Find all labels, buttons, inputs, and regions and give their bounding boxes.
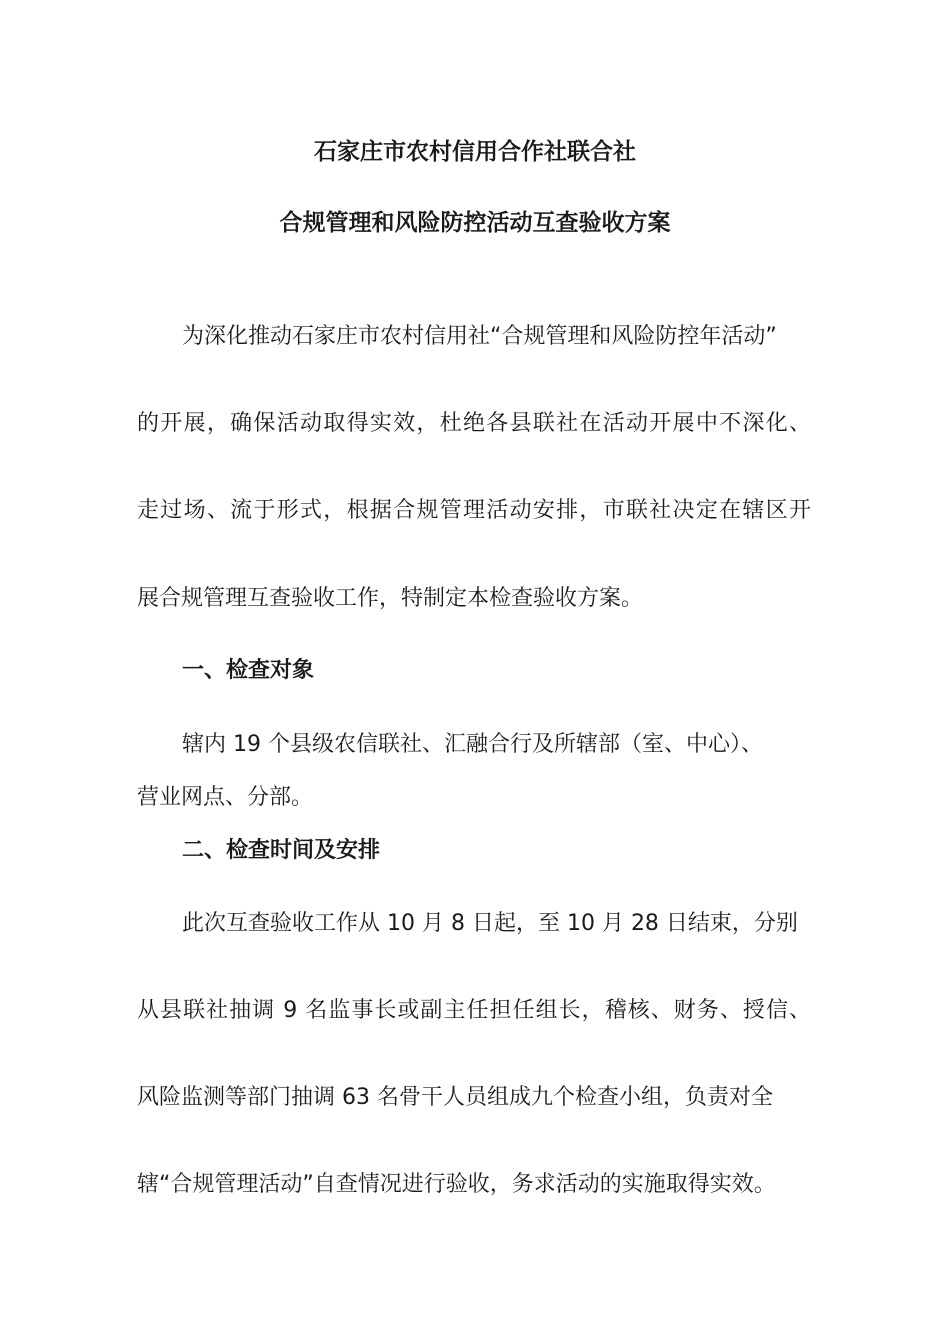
- document-title-line-2: 合规管理和风险防控活动互查验收方案: [279, 210, 671, 236]
- section1-line-1: 辖内 19 个县级农信联社、汇融合行及所辖部（室、中心）、: [182, 732, 763, 757]
- section2-line-4: 辖“合规管理活动”自查情况进行验收，务求活动的实施取得实效。: [137, 1172, 776, 1197]
- section1-line-2: 营业网点、分部。: [137, 785, 314, 810]
- section2-line-1: 此次互查验收工作从 10 月 8 日起，至 10 月 28 日结束，分别: [182, 911, 798, 936]
- intro-line-1: 为深化推动石家庄市农村信用社“合规管理和风险防控年活动”: [182, 324, 777, 349]
- intro-line-2: 的开展，确保活动取得实效，杜绝各县联社在活动开展中不深化、: [137, 411, 811, 436]
- section2-line-3: 风险监测等部门抽调 63 名骨干人员组成九个检查小组，负责对全: [137, 1085, 773, 1110]
- section2-line-2: 从县联社抽调 9 名监事长或副主任担任组长，稽核、财务、授信、: [137, 998, 811, 1023]
- section-heading-inspection-targets: 一、检查对象: [182, 658, 315, 683]
- document-title-line-1: 石家庄市农村信用合作社联合社: [314, 139, 636, 165]
- section-heading-time-and-arrangement: 二、检查时间及安排: [182, 838, 381, 863]
- intro-line-3: 走过场、流于形式，根据合规管理活动安排，市联社决定在辖区开: [137, 498, 811, 523]
- intro-line-4: 展合规管理互查验收工作，特制定本检查验收方案。: [137, 586, 644, 611]
